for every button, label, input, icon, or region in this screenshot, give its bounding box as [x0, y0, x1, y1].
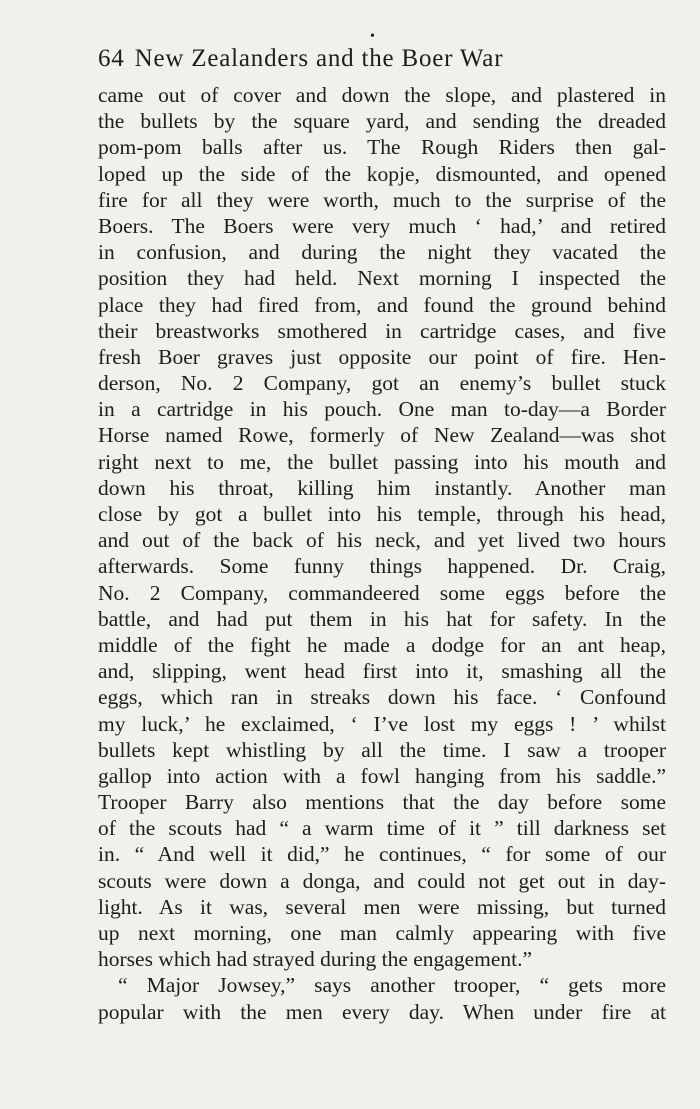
- text-line: afterwards. Some funny things happened. Dr. Craig,: [98, 554, 666, 579]
- text-line: right next to me, the bullet passing into his mouth and: [98, 449, 666, 474]
- running-title: New Zealanders and the Boer War: [134, 45, 504, 72]
- text-line: place they had fired from, and found the ground behind: [98, 292, 666, 317]
- body-text: [98, 82, 666, 1025]
- text-line: eggs, which ran in streaks down his face. ‘ Confound: [98, 685, 666, 710]
- text-line: loped up the side of the kopje, dismounted, and opened: [98, 161, 666, 186]
- text-line: light. As it was, several men were missing, but turned: [98, 894, 666, 919]
- page-number: 64: [98, 45, 125, 72]
- text-line: bullets kept whistling by all the time. I saw a trooper: [98, 737, 666, 762]
- text-line: close by got a bullet into his temple, through his head,: [98, 502, 666, 526]
- text-line: my luck,’ he exclaimed, ‘ I’ve lost my eggs ! ’ whilst: [98, 711, 666, 736]
- text-line: scouts were down a donga, and could not get out in day-: [98, 868, 666, 893]
- text-line: horses which had strayed during the engagement.”: [98, 947, 533, 972]
- print-mark: •: [370, 29, 375, 44]
- text-line: up next morning, one man calmly appearing with five: [98, 921, 666, 945]
- text-line: derson, No. 2 Company, got an enemy’s bullet stuck: [98, 371, 666, 396]
- text-line: gallop into action with a fowl hanging from his saddle.”: [98, 763, 666, 788]
- text-line: came out of cover and down the slope, and plastered in: [98, 83, 666, 107]
- text-line: their breastworks smothered in cartridge cases, and five: [98, 318, 666, 343]
- text-line: down his throat, killing him instantly. Another man: [98, 475, 666, 500]
- text-line: in a cartridge in his pouch. One man to-day—a Border: [98, 397, 666, 422]
- text-line: and out of the back of his neck, and yet lived two hours: [98, 528, 666, 553]
- text-line: position they had held. Next morning I inspected the: [98, 266, 666, 291]
- text-line: Trooper Barry also mentions that the day before some: [98, 790, 666, 815]
- text-line: Boers. The Boers were very much ‘ had,’ and retired: [98, 213, 666, 238]
- text-line: of the scouts had “ a warm time of it ” till darkness set: [98, 816, 666, 841]
- text-line: pom-pom balls after us. The Rough Riders then gal-: [98, 135, 666, 160]
- text-line: middle of the fight he made a dodge for an ant heap,: [98, 632, 666, 657]
- text-line: Horse named Rowe, formerly of New Zealand—was shot: [98, 423, 666, 448]
- text-line: the bullets by the square yard, and sending the dreaded: [98, 109, 666, 134]
- text-line: in. “ And well it did,” he continues, “ for some of our: [98, 842, 666, 867]
- text-line: popular with the men every day. When under fire at: [98, 999, 666, 1024]
- text-line: fire for all they were worth, much to the surprise of the: [98, 187, 666, 212]
- text-line: fresh Boer graves just opposite our point of fire. Hen-: [98, 344, 666, 369]
- text-line: No. 2 Company, commandeered some eggs before the: [98, 580, 666, 605]
- running-header: [98, 42, 666, 76]
- text-line: in confusion, and during the night they vacated the: [98, 240, 666, 265]
- text-line: “ Major Jowsey,” says another trooper, “ gets more: [118, 973, 666, 998]
- text-line: and, slipping, went head first into it, smashing all the: [98, 659, 666, 684]
- text-line: battle, and had put them in his hat for safety. In the: [98, 606, 666, 631]
